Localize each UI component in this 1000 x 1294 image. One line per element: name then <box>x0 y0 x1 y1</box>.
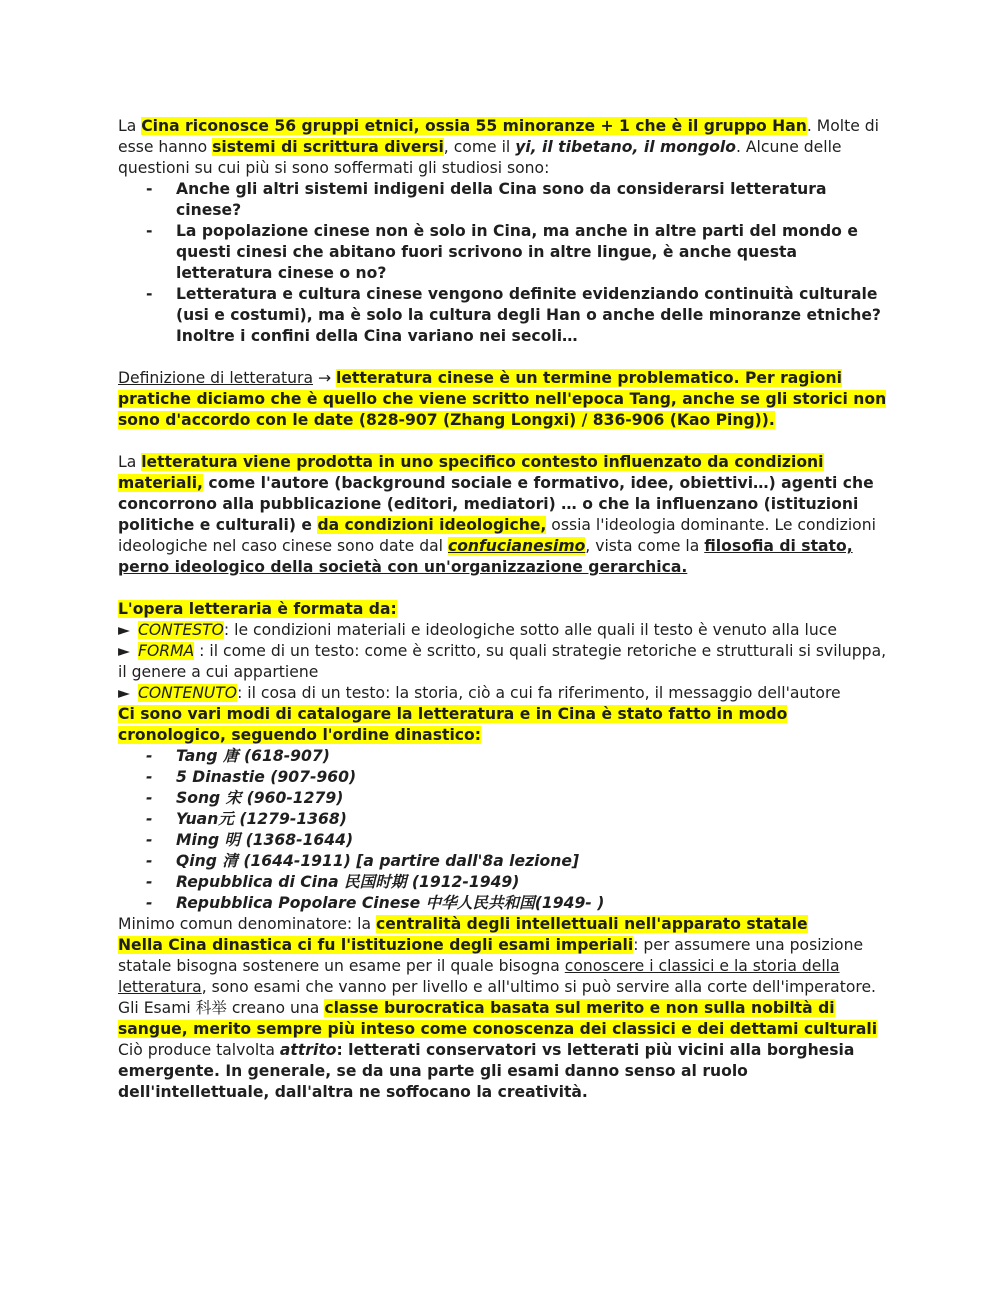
highlight-span: Cina riconosce 56 gruppi etnici, ossia 55 minoranze + 1 che è il gruppo Han <box>141 117 807 135</box>
underline-span: filosofia di stato, perno ideologico della società con un'organizzazione gerarchica. <box>118 537 853 576</box>
catalog-paragraph <box>118 704 888 746</box>
document-page <box>118 116 888 1103</box>
dynasty-text: Ming 明 (1368-1644) <box>176 831 354 849</box>
highlight-span: confucianesimo <box>447 537 586 555</box>
intro-paragraph <box>118 116 888 179</box>
triangle-bullet-icon: ► <box>118 642 130 660</box>
spacer <box>118 431 888 452</box>
list-item <box>118 221 888 284</box>
list-item <box>118 893 888 914</box>
list-item <box>118 872 888 893</box>
dynasty-text: Qing 清 (1644-1911) [a partire dall'8a lezione] <box>176 852 580 870</box>
underline-span: conoscere i classici e la storia della letteratura <box>118 957 840 996</box>
dash-marker: - <box>146 768 153 786</box>
dash-marker: - <box>146 831 153 849</box>
question-text: La popolazione cinese non è solo in Cina, ma anche in altre parti del mondo e questi cinesi che abitano fuori scrivono in altre lingue, è anche questa letteratura cinese o no? <box>176 222 858 282</box>
dash-marker: - <box>146 894 153 912</box>
highlight-span: Nella Cina dinastica ci fu l'istituzione degli esami imperiali <box>118 936 634 954</box>
text-span: . Molte di esse hanno <box>118 117 879 156</box>
dash-marker: - <box>146 873 153 891</box>
list-item <box>118 830 888 851</box>
text-span: La <box>118 453 142 471</box>
desc-span: : le condizioni materiali e ideologiche sotto alle quali il testo è venuto alla luce <box>223 621 837 639</box>
dash-marker: - <box>146 789 153 807</box>
dash-marker: - <box>146 810 153 828</box>
opera-item-contesto <box>118 620 888 641</box>
spacer <box>118 578 888 599</box>
dynasty-text: 5 Dinastie (907-960) <box>176 768 357 786</box>
dynasty-text: Yuan元 (1279-1368) <box>176 810 347 828</box>
text-span: ossia l'ideologia dominante. Le condizioni ideologiche nel caso cinese sono date dal <box>118 516 876 555</box>
highlight-span: letteratura cinese è un termine problematico. Per ragioni pratiche diciamo che è quello che viene scritto nell'epoca Tang, anche se gli storici non sono d'accordo con le date (828-907 (Zhang Longxi) / 836-906 (Kao Ping)). <box>118 369 887 429</box>
opera-title <box>118 599 888 620</box>
text-span: Ciò produce talvolta <box>118 1041 280 1059</box>
highlight-span: L'opera letteraria è formata da: <box>118 600 397 618</box>
text-span: , come il <box>443 138 516 156</box>
term-span: FORMA <box>138 642 195 660</box>
list-item <box>118 746 888 767</box>
text-span: La <box>118 117 142 135</box>
highlight-span: sistemi di scrittura diversi <box>212 138 444 156</box>
text-span: : letterati conservatori vs letterati più vicini alla borghesia emergente. In generale, se da una parte gli esami danno senso al ruolo dell'intellettuale, dall'altra ne soffocano la creatività. <box>118 1041 855 1101</box>
list-item <box>118 851 888 872</box>
text-span: : per assumere una posizione statale bisogna sostenere un esame per il quale bisogna <box>118 936 864 975</box>
desc-span: : il cosa di un testo: la storia, ciò a cui fa riferimento, il messaggio dell'autore <box>237 684 841 702</box>
highlight-span: letteratura viene prodotta in uno specifico contesto influenzato da condizioni materiali, <box>118 453 824 492</box>
dash-marker: - <box>146 852 153 870</box>
desc-span: : il come di un testo: come è scritto, su quali strategie retoriche e strutturali si sviluppa, il genere a cui appartiene <box>118 642 887 681</box>
highlight-span: classe burocratica basata sul merito e non sulla nobiltà di sangue, merito sempre più inteso come conoscenza dei classici e dei dettami culturali <box>118 999 878 1038</box>
dynasties-list <box>118 746 888 914</box>
highlight-span: centralità degli intellettuali nell'apparato statale <box>375 915 808 933</box>
opera-item-forma <box>118 641 888 683</box>
italic-span: attrito <box>279 1041 337 1059</box>
exams-paragraph <box>118 935 888 1103</box>
triangle-bullet-icon: ► <box>118 621 130 639</box>
spacer <box>118 347 888 368</box>
context-paragraph <box>118 452 888 578</box>
dynasty-text: Repubblica di Cina 民国时期 (1912-1949) <box>176 873 520 891</box>
text-span: , vista come la <box>585 537 705 555</box>
underline-span: Definizione di letteratura <box>118 369 313 387</box>
text-span: Minimo comun denominatore: la <box>118 915 376 933</box>
dash-marker: - <box>146 222 153 240</box>
dynasty-text: Tang 唐 (618-907) <box>176 747 330 765</box>
dash-marker: - <box>146 180 153 198</box>
dash-marker: - <box>146 747 153 765</box>
list-item <box>118 788 888 809</box>
italic-span: yi, il tibetano, il mongolo <box>515 138 736 156</box>
question-text: Anche gli altri sistemi indigeni della Cina sono da considerarsi letteratura cinese? <box>176 180 827 219</box>
triangle-bullet-icon: ► <box>118 684 130 702</box>
list-item <box>118 809 888 830</box>
dash-marker: - <box>146 285 153 303</box>
list-item <box>118 767 888 788</box>
text-span: , sono esami che vanno per livello e all'ultimo si può servire alla corte dell'imperatore. Gli Esami 科举 creano una <box>118 978 876 1017</box>
opera-item-contenuto <box>118 683 888 704</box>
highlight-span: Ci sono vari modi di catalogare la letteratura e in Cina è stato fatto in modo cronologico, seguendo l'ordine dinastico: <box>118 705 788 744</box>
question-text: Letteratura e cultura cinese vengono definite evidenziando continuità culturale (usi e costumi), ma è solo la cultura degli Han o anche delle minoranze etniche? Inoltre i confini della Cina variano nei secoli… <box>176 285 881 345</box>
dynasty-text: Song 宋 (960-1279) <box>176 789 344 807</box>
term-span: CONTESTO <box>138 621 224 639</box>
dynasty-text: Repubblica Popolare Cinese 中华人民共和国(1949- ) <box>176 894 605 912</box>
list-item <box>118 179 888 221</box>
denominator-paragraph <box>118 914 888 935</box>
definition-paragraph <box>118 368 888 431</box>
arrow: → <box>313 369 336 387</box>
questions-list <box>118 179 888 347</box>
text-span: . Alcune delle questioni su cui più si sono soffermati gli studiosi sono: <box>118 138 842 177</box>
text-span: come l'autore (background sociale e formativo, idee, obiettivi…) agenti che concorrono alla pubblicazione (editori, mediatori) … o che la influenzano (istituzioni politiche e culturali) e <box>118 474 874 534</box>
highlight-span: da condizioni ideologiche, <box>317 516 547 534</box>
list-item <box>118 284 888 347</box>
term-span: CONTENUTO <box>138 684 238 702</box>
